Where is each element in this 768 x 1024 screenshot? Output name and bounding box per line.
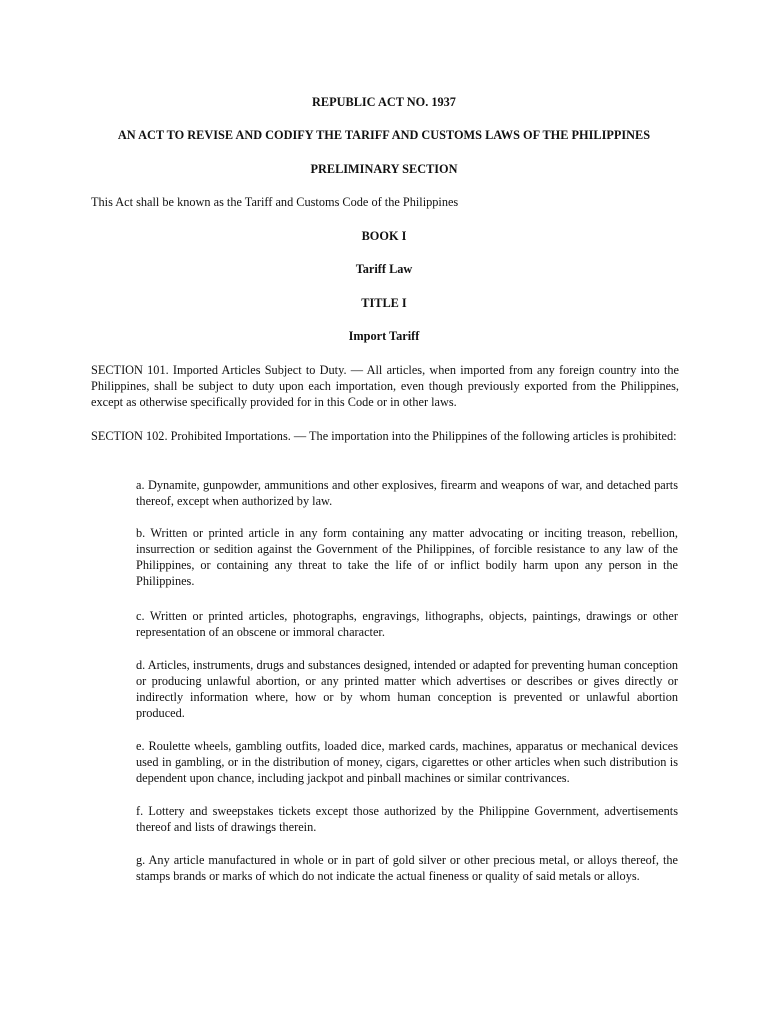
title-subtitle: Import Tariff xyxy=(348,329,420,343)
item-g: g. Any article manufactured in whole or in part of gold silver or other precious metal, or alloys thereof, the stamps brands or marks of which do not indicate the actual fineness or quality of said metals or alloys. xyxy=(136,853,678,883)
preliminary-text: This Act shall be known as the Tariff and Customs Code of the Philippines xyxy=(91,195,459,209)
item-c: c. Written or printed articles, photographs, engravings, lithographs, objects, paintings, drawings or other representation of an obscene or immoral character. xyxy=(136,609,678,639)
item-f: f. Lottery and sweepstakes tickets except those authorized by the Philippine Government, advertisements thereof and lists of drawings therein. xyxy=(136,804,678,834)
item-e: e. Roulette wheels, gambling outfits, loaded dice, marked cards, machines, apparatus or mechanical devices used in gambling, or in the distribution of money, cigars, cigarettes or other articles when such distribution is dependent upon chance, including jackpot and pinball machines or similar contrivances. xyxy=(136,739,678,785)
item-a: a. Dynamite, gunpowder, ammunitions and other explosives, firearm and weapons of war, and detached parts thereof, except when authorized by law. xyxy=(136,478,678,508)
item-d: d. Articles, instruments, drugs and substances designed, intended or adapted for preventing human conception or producing unlawful abortion, or any printed matter which advertises or describes or gives directly or indirectly information where, how or by whom human conception is prevented or unlawful abortion produced. xyxy=(136,658,678,720)
book-subtitle: Tariff Law xyxy=(355,262,413,276)
section-102-paragraph: SECTION 102. Prohibited Importations. — The importation into the Philippines of the following articles is prohibited: xyxy=(91,429,677,443)
act-title-heading: AN ACT TO REVISE AND CODIFY THE TARIFF AND CUSTOMS LAWS OF THE PHILIPPINES xyxy=(117,128,651,142)
act-number-heading: REPUBLIC ACT NO. 1937 xyxy=(312,95,456,109)
section-101-paragraph: SECTION 101. Imported Articles Subject to Duty. — All articles, when imported from any foreign country into the Philippines, shall be subject to duty upon each importation, even though previously exported from the Philippines, except as otherwise specifically provided for in this Code or in other laws. xyxy=(91,363,679,409)
book-heading: BOOK I xyxy=(361,229,407,243)
item-b: b. Written or printed article in any form containing any matter advocating or inciting treason, rebellion, insurrection or sedition against the Government of the Philippines, of forcible resistance to any law of the Philippines, or containing any threat to take the life of or inflict bodily harm upon any person in the Philippines. xyxy=(136,526,678,588)
title-heading: TITLE I xyxy=(361,296,407,310)
preliminary-section-heading: PRELIMINARY SECTION xyxy=(310,162,458,176)
